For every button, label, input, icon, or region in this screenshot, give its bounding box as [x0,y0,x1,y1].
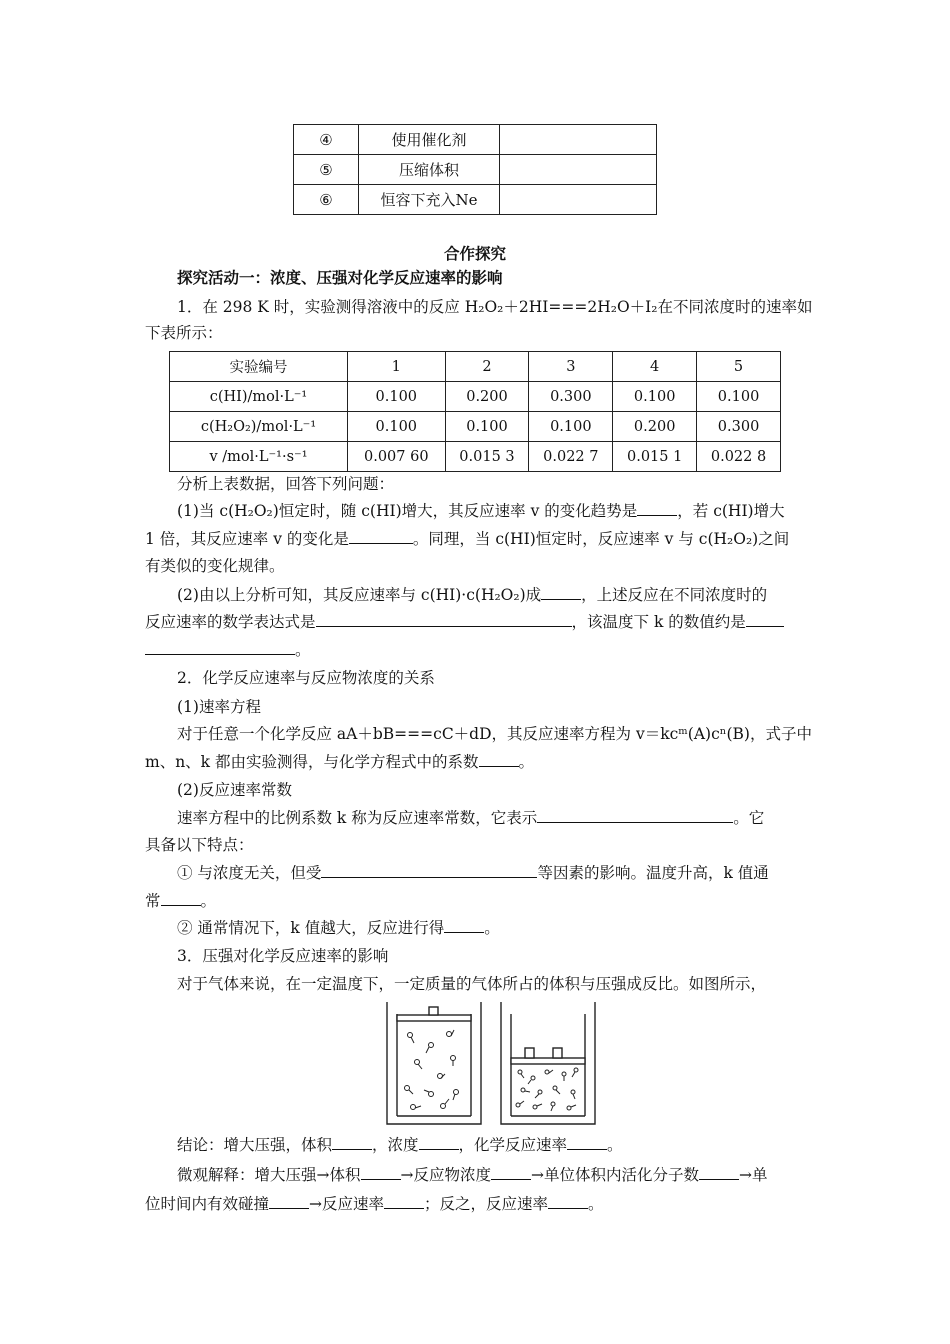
condition-cell: 使用催化剂 [359,125,500,155]
question-1-intro: 1．在 298 K 时，实验测得溶液中的反应 H₂O₂＋2HI===2H₂O＋I₂在不同浓度时的速率如 [177,298,813,316]
paragraph-line: m、n、k 都由实验测得，与化学方程式中的系数 。 [145,753,535,771]
row-label: c(HI)/mol·L⁻¹ [170,382,348,412]
table-cell: 0.100 [348,412,446,442]
paragraph-line: 微观解释：增大压强→体积 →反应物浓度 →单位体积内活化分子数 →单 [177,1166,768,1184]
right-piston [511,1058,585,1064]
paragraph-line: 对于气体来说，在一定温度下，一定质量的气体所占的体积与压强成反比。如图所示， [177,975,767,993]
row-number: ④ [294,125,359,155]
question-1-intro-cont: 下表所示： [145,324,223,342]
effect-cell [500,125,657,155]
table-header-row [170,352,781,382]
answer-blank[interactable] [316,612,572,627]
column-header: 3 [529,352,613,382]
left-piston [397,1015,471,1021]
paragraph-line: 1 倍，其反应速率 v 的变化是 。同理，当 c(HI)恒定时，反应速率 v 与 c(H₂O₂)之间 [145,530,790,548]
condition-table [293,124,657,215]
paragraph-line: (1)速率方程 [177,698,261,716]
paragraph-line: 常 。 [145,892,217,910]
header-label: 实验编号 [170,352,348,382]
paragraph-line: (2)反应速率常数 [177,781,292,799]
answer-blank[interactable] [145,640,295,655]
effect-cell [500,155,657,185]
table-cell: 0.015 1 [613,442,697,472]
paragraph-line: 结论：增大压强，体积 ，浓度 ，化学反应速率 。 [177,1136,623,1154]
answer-blank[interactable] [537,808,733,823]
paragraph-line: 有类似的变化规律。 [145,557,285,575]
table-cell: 0.100 [613,382,697,412]
table-row [170,442,781,472]
table-cell: 0.200 [445,382,529,412]
answer-blank[interactable] [699,1165,739,1180]
table-row [294,185,657,215]
left-weight [429,1007,438,1015]
row-number: ⑤ [294,155,359,185]
column-header: 4 [613,352,697,382]
answer-blank[interactable] [419,1135,459,1150]
table-row [294,155,657,185]
answer-blank[interactable] [548,1194,588,1209]
condition-cell: 压缩体积 [359,155,500,185]
right-weight [525,1048,534,1058]
effect-cell [500,185,657,215]
answer-blank[interactable] [746,612,784,627]
answer-blank[interactable] [361,1165,401,1180]
table-cell: 0.100 [348,382,446,412]
row-label: c(H₂O₂)/mol·L⁻¹ [170,412,348,442]
answer-blank[interactable] [349,529,413,544]
answer-blank[interactable] [444,918,484,933]
answer-blank[interactable] [479,752,519,767]
table-cell: 0.022 8 [697,442,781,472]
paragraph-line: 3．压强对化学反应速率的影响 [177,947,389,965]
table-cell: 0.022 7 [529,442,613,472]
paragraph-line: (1)当 c(H₂O₂)恒定时，随 c(HI)增大，其反应速率 v 的变化趋势是 ，若 c(HI)增大 [177,502,785,520]
right-weight [553,1048,562,1058]
gas-molecules [405,1030,579,1111]
table-cell: 0.100 [697,382,781,412]
row-number: ⑥ [294,185,359,215]
table-row [170,412,781,442]
paragraph-line: 具备以下特点： [145,836,254,854]
table-cell: 0.200 [613,412,697,442]
rate-data-table [169,351,781,472]
answer-blank[interactable] [332,1135,372,1150]
activity-title: 探究活动一：浓度、压强对化学反应速率的影响 [177,268,503,287]
column-header: 5 [697,352,781,382]
paragraph-line: 。 [145,640,311,660]
analysis-prompt: 分析上表数据，回答下列问题： [177,475,395,493]
paragraph-line: 速率方程中的比例系数 k 称为反应速率常数，它表示 。它 [177,809,765,827]
table-cell: 0.300 [697,412,781,442]
answer-blank[interactable] [161,891,201,906]
answer-blank[interactable] [541,585,581,600]
gas-pressure-figure [383,1000,598,1126]
table-cell: 0.015 3 [445,442,529,472]
table-cell: 0.100 [445,412,529,442]
paragraph-line: 2．化学反应速率与反应物浓度的关系 [177,669,435,687]
table-row [170,382,781,412]
condition-cell: 恒容下充入Ne [359,185,500,215]
paragraph-line: (2)由以上分析可知，其反应速率与 c(HI)·c(H₂O₂)成 ，上述反应在不同浓度时的 [177,586,768,604]
paragraph-line: 位时间内有效碰撞 →反应速率 ；反之，反应速率 。 [145,1195,604,1213]
answer-blank[interactable] [269,1194,309,1209]
table-cell: 0.100 [529,412,613,442]
table-cell: 0.300 [529,382,613,412]
answer-blank[interactable] [637,501,677,516]
paragraph-line: 对于任意一个化学反应 aA＋bB===cC＋dD，其反应速率方程为 v＝kcᵐ(A)cⁿ(B)，式子中 [177,725,812,743]
table-row [294,125,657,155]
answer-blank[interactable] [567,1135,607,1150]
section-title: 合作探究 [443,244,506,263]
answer-blank[interactable] [491,1165,531,1180]
row-label: v /mol·L⁻¹·s⁻¹ [170,442,348,472]
paragraph-line: ② 通常情况下，k 值越大，反应进行得 。 [177,919,500,937]
column-header: 2 [445,352,529,382]
paragraph-line: 反应速率的数学表达式是 ，该温度下 k 的数值约是 [145,612,784,632]
answer-blank[interactable] [321,863,537,878]
table-cell: 0.007 60 [348,442,446,472]
paragraph-line: ① 与浓度无关，但受 等因素的影响。温度升高，k 值通 [177,864,769,882]
column-header: 1 [348,352,446,382]
answer-blank[interactable] [384,1194,424,1209]
